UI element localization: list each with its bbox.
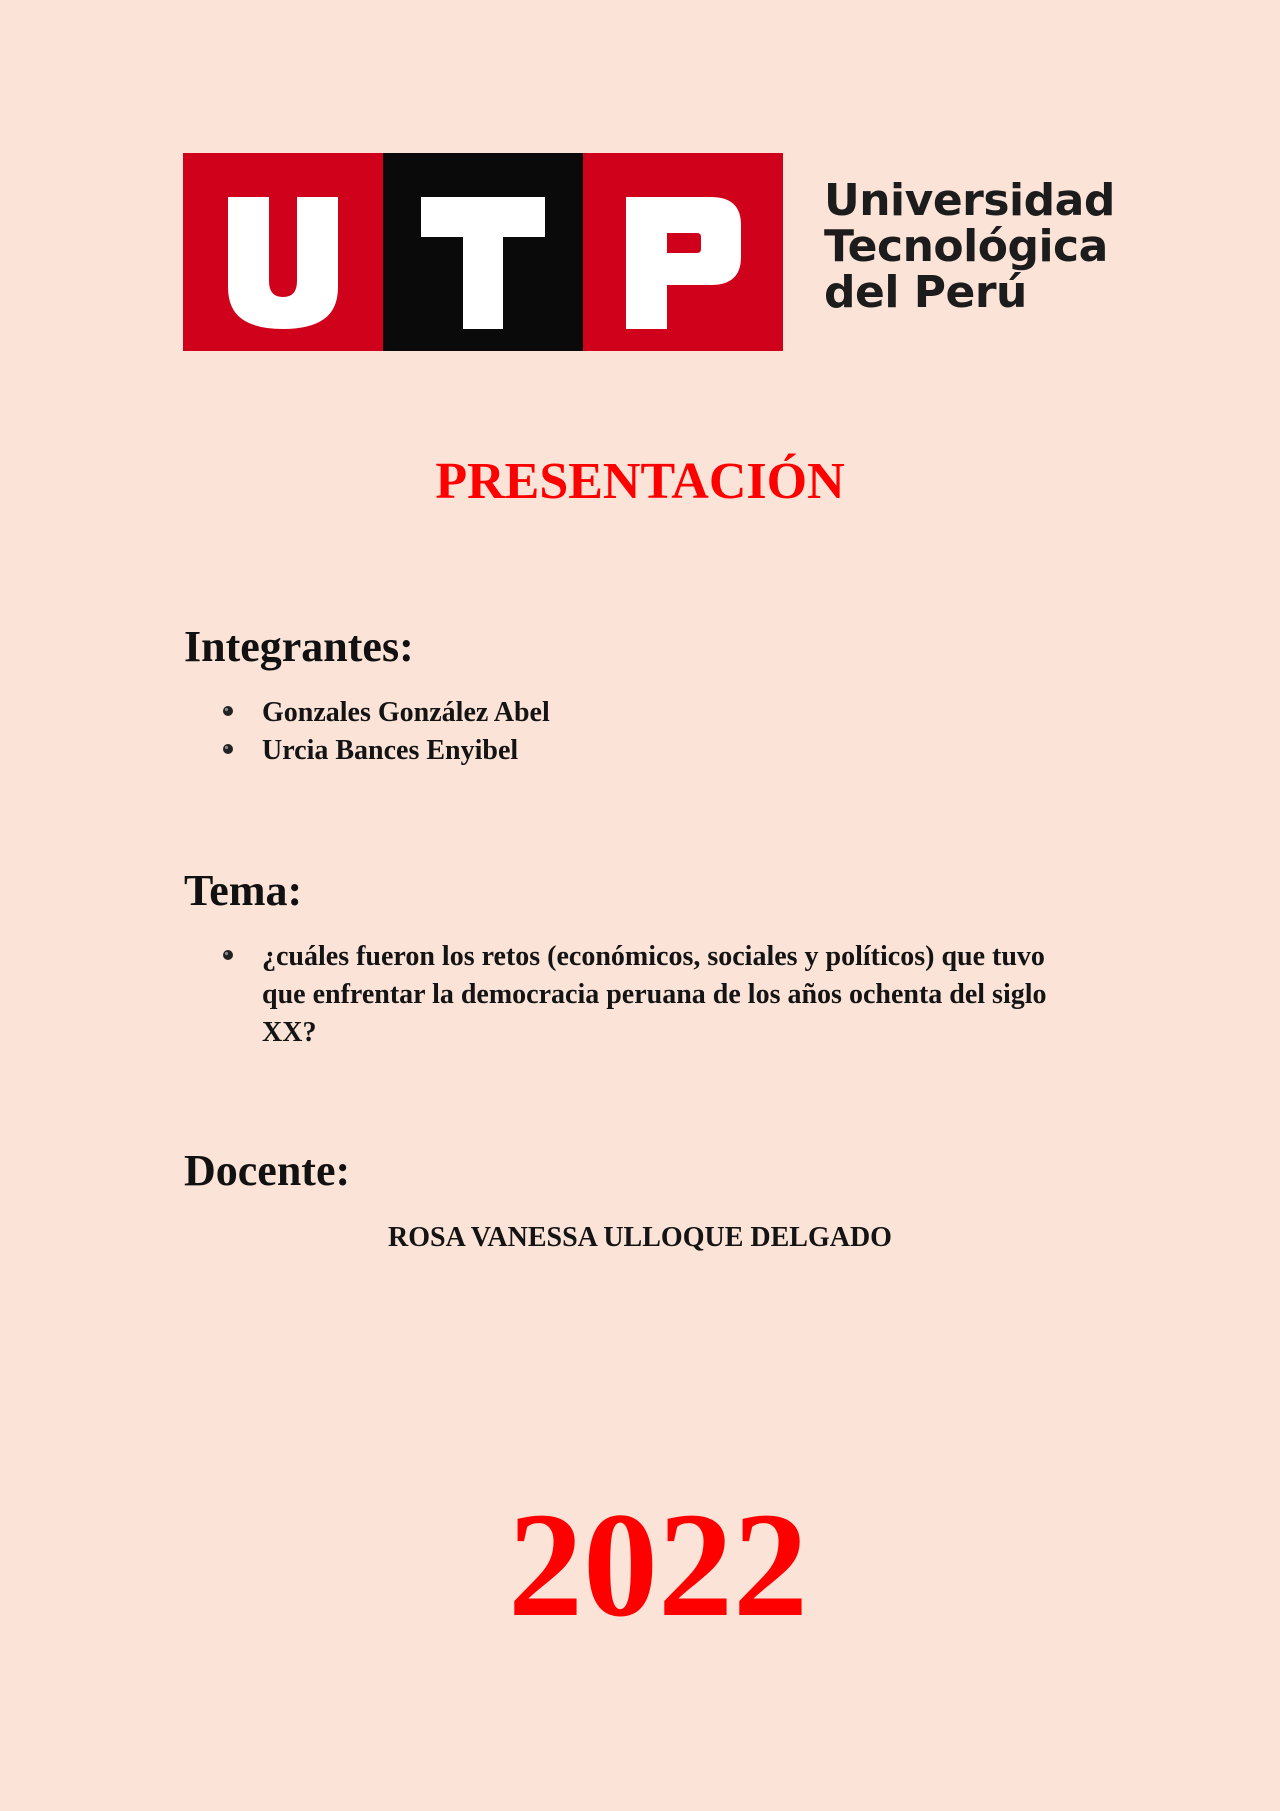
bullet-icon <box>222 705 234 717</box>
list-item <box>222 938 1082 1052</box>
year: 2022 <box>508 1482 808 1648</box>
tema-list <box>222 938 1082 1052</box>
tema-heading: Tema: <box>184 866 303 915</box>
logo-wordmark <box>824 175 1115 318</box>
logo-letter-u <box>183 153 383 351</box>
integrante-name: Urcia Bances Enyibel <box>262 735 519 766</box>
integrantes-list <box>222 694 550 770</box>
list-item <box>222 694 550 732</box>
utp-logo <box>183 153 783 351</box>
letter-u-icon <box>183 153 383 351</box>
wordmark-line-2: Tecnológica <box>824 221 1108 272</box>
bullet-icon <box>222 949 234 961</box>
logo-letter-t <box>383 153 583 351</box>
logo-letter-p <box>583 153 783 351</box>
wordmark-line-3: del Perú <box>824 267 1027 318</box>
docente-name: ROSA VANESSA ULLOQUE DELGADO <box>388 1222 892 1253</box>
integrante-name: Gonzales González Abel <box>262 697 550 728</box>
tema-text: ¿cuáles fueron los retos (económicos, sociales y políticos) que tuvo que enfrentar la democracia peruana de los años ochenta del siglo XX? <box>262 941 1047 1048</box>
page-title: PRESENTACIÓN <box>435 453 845 510</box>
docente-heading: Docente: <box>184 1146 351 1195</box>
integrantes-heading: Integrantes: <box>184 622 414 671</box>
list-item <box>222 732 550 770</box>
letter-p-icon <box>583 153 783 351</box>
bullet-icon <box>222 743 234 755</box>
letter-t-icon <box>383 153 583 351</box>
wordmark-line-1: Universidad <box>824 175 1115 226</box>
